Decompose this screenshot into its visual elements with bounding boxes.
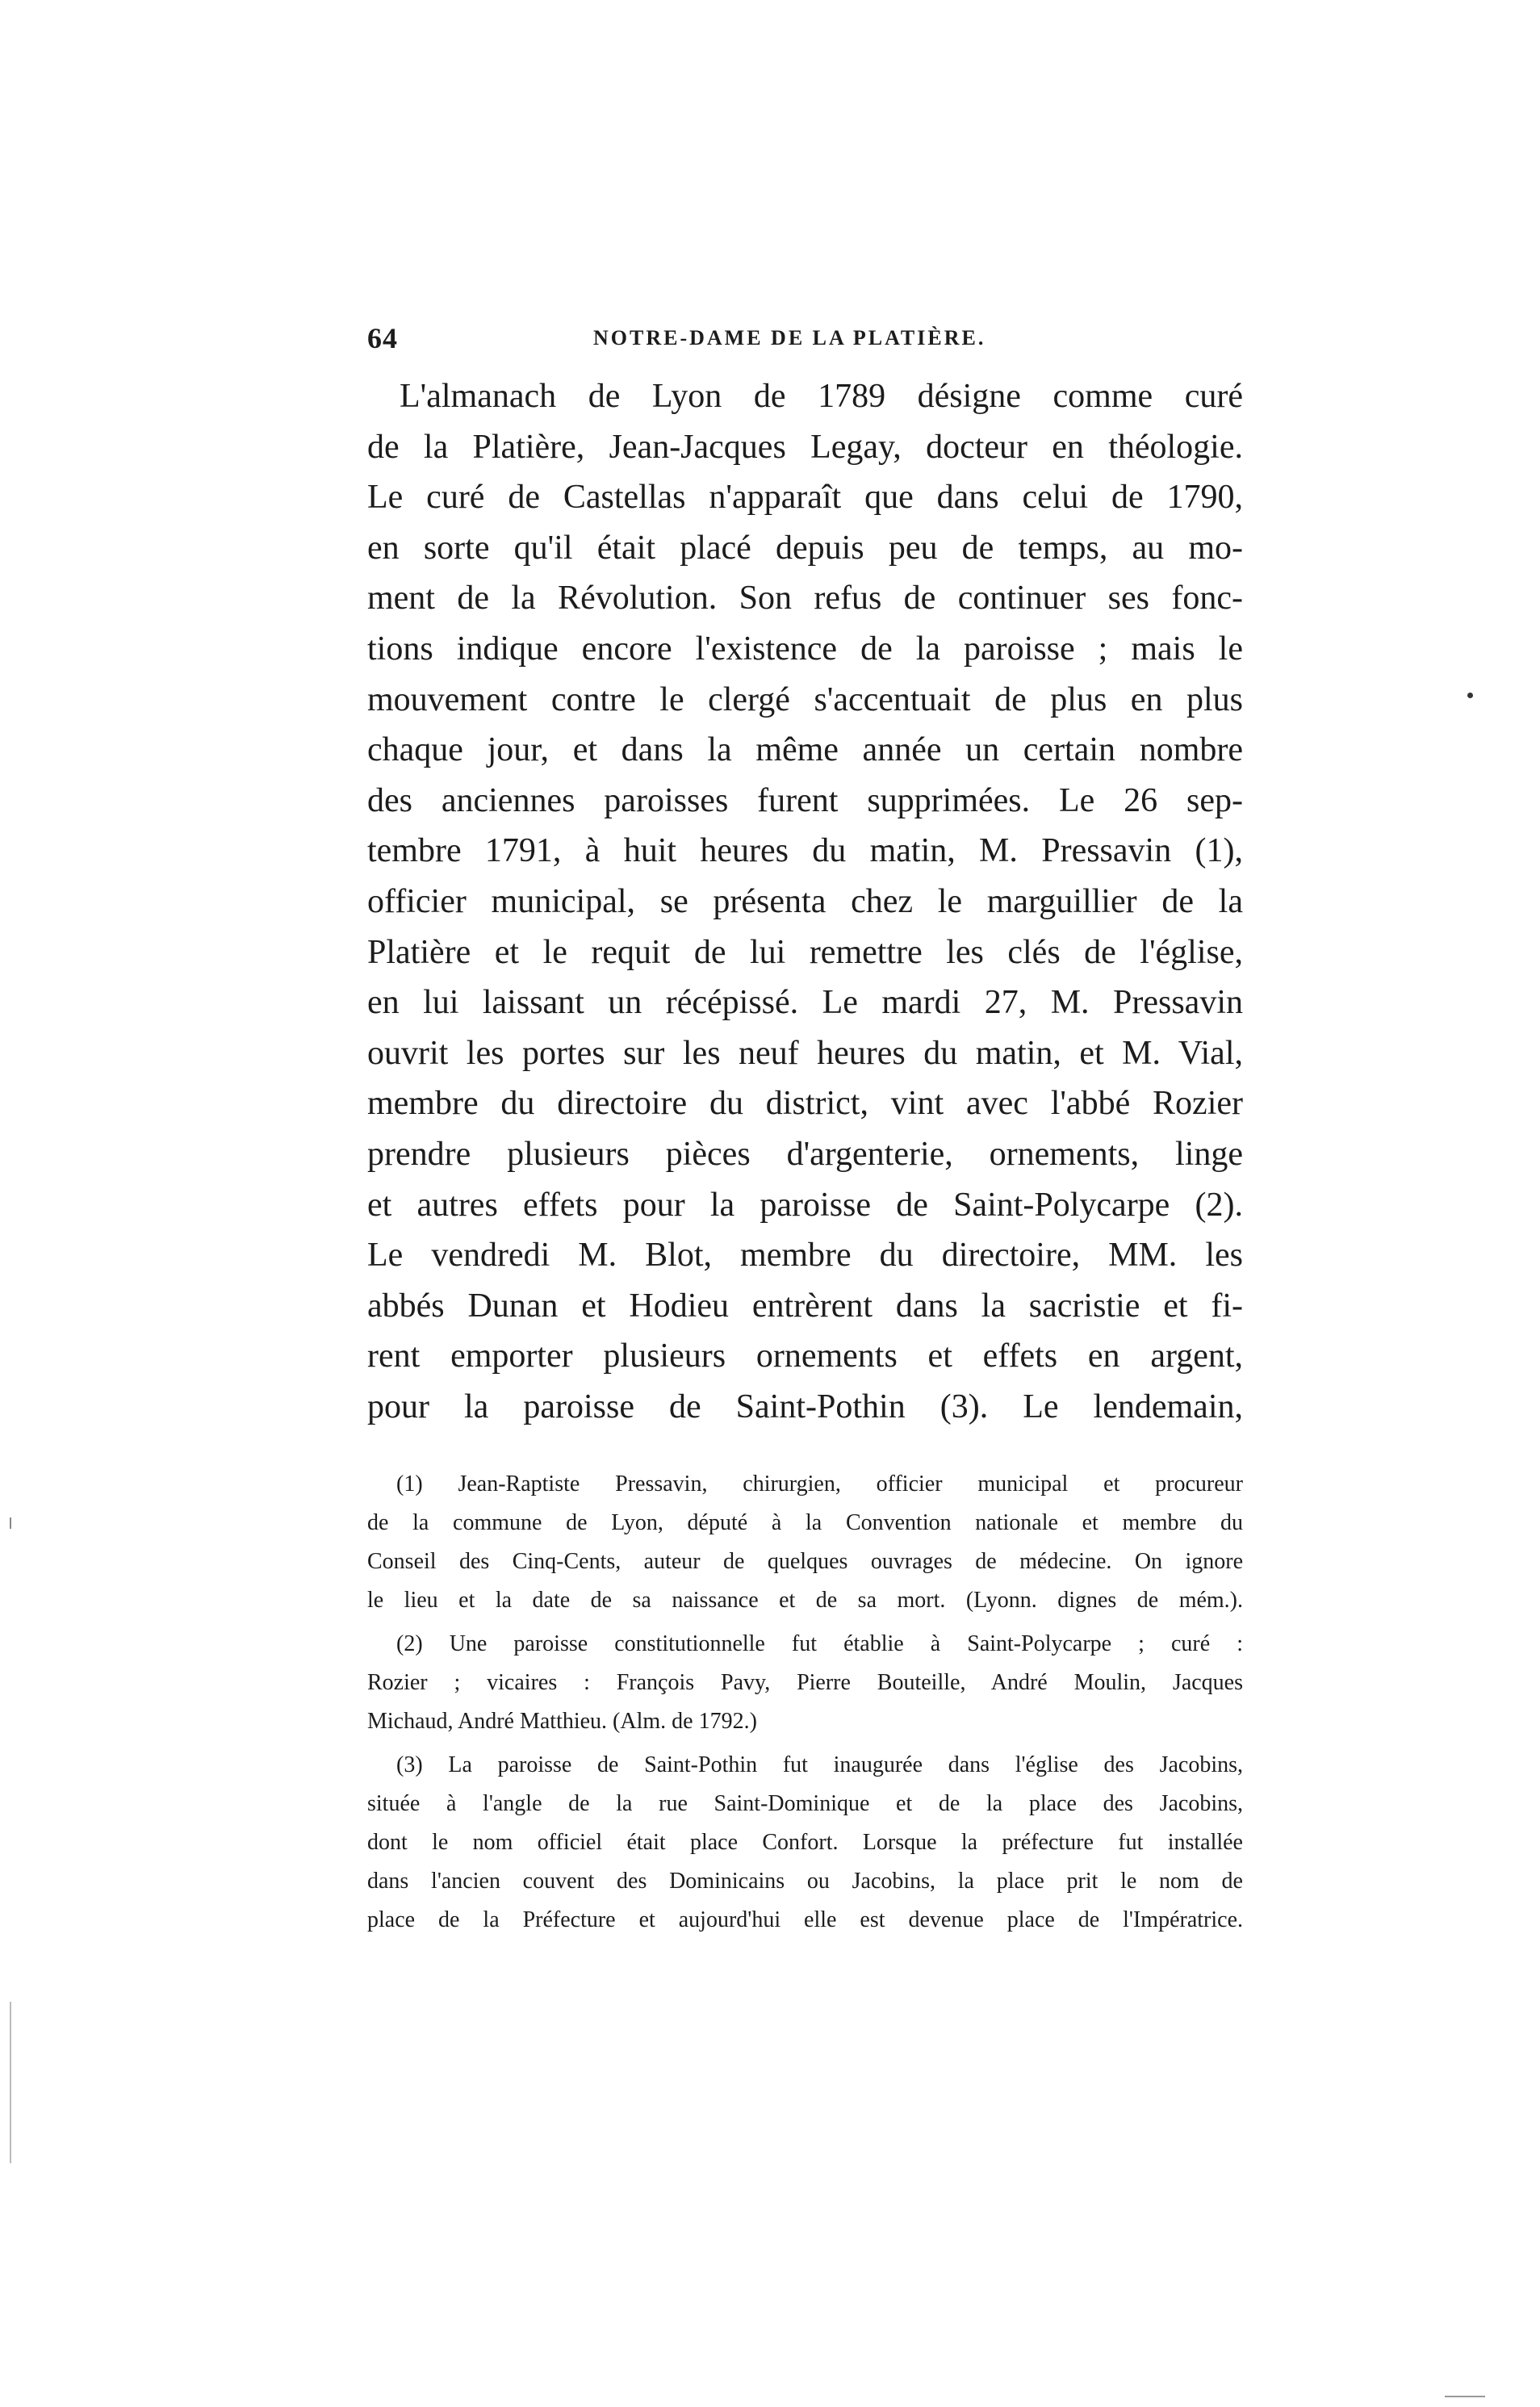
body-line: chaque jour, et dans la même année un certain nombre (367, 731, 1243, 769)
footnote-line: (1) Jean-Raptiste Pressavin, chirurgien, officier municipal et procureur (396, 1471, 1243, 1497)
body-line: en sorte qu'il était placé depuis peu de temps, au mo- (367, 529, 1243, 567)
body-line: prendre plusieurs pièces d'argenterie, ornements, linge (367, 1135, 1243, 1173)
body-line: pour la paroisse de Saint-Pothin (3). Le lendemain, (367, 1388, 1243, 1425)
scan-speck (10, 1517, 11, 1529)
footnote-line: située à l'angle de la rue Saint-Dominique et de la place des Jacobins, (367, 1791, 1243, 1816)
footnote-3 (367, 1746, 1243, 1940)
body-line: membre du directoire du district, vint avec l'abbé Rozier (367, 1085, 1243, 1123)
scan-speck (1445, 2396, 1485, 2397)
body-line: L'almanach de Lyon de 1789 désigne comme curé (400, 378, 1243, 415)
footnote-2 (367, 1625, 1243, 1741)
page-number: 64 (367, 322, 398, 354)
footnote-line: place de la Préfecture et aujourd'hui elle est devenue place de l'Impératrice. (367, 1907, 1243, 1932)
footnote-line: (2) Une paroisse constitutionnelle fut établie à Saint-Polycarpe ; curé : (396, 1631, 1243, 1656)
body-line: rent emporter plusieurs ornements et effets en argent, (367, 1337, 1243, 1375)
scan-speck (10, 2002, 11, 2163)
footnote-line: (3) La paroisse de Saint-Pothin fut inaugurée dans l'église des Jacobins, (396, 1752, 1243, 1777)
footnote-line: dont le nom officiel était place Confort. Lorsque la préfecture fut installée (367, 1830, 1243, 1855)
body-line: tions indique encore l'existence de la paroisse ; mais le (367, 630, 1243, 668)
body-line: officier municipal, se présenta chez le marguillier de la (367, 882, 1243, 920)
body-line: Le vendredi M. Blot, membre du directoire, MM. les (367, 1237, 1243, 1275)
footnote-line: Conseil des Cinq-Cents, auteur de quelques ouvrages de médecine. On ignore (367, 1549, 1243, 1574)
body-line: ment de la Révolution. Son refus de continuer ses fonc- (367, 580, 1243, 617)
body-text (367, 371, 1243, 1432)
page-header (367, 321, 1247, 357)
body-line: Platière et le requit de lui remettre les clés de l'église, (367, 933, 1243, 971)
footnote-1 (367, 1465, 1243, 1620)
footnote-line: dans l'ancien couvent des Dominicains ou Jacobins, la place prit le nom de (367, 1869, 1243, 1894)
body-line: abbés Dunan et Hodieu entrèrent dans la sacristie et fi- (367, 1287, 1243, 1325)
body-line: en lui laissant un récépissé. Le mardi 27, M. Pressavin (367, 984, 1243, 1022)
body-line: Le curé de Castellas n'apparaît que dans celui de 1790, (367, 479, 1243, 517)
body-line: et autres effets pour la paroisse de Saint-Polycarpe (2). (367, 1186, 1243, 1224)
scan-speck (1467, 693, 1473, 698)
footnotes (367, 1465, 1243, 1940)
body-line: des anciennes paroisses furent supprimées. Le 26 sep- (367, 781, 1243, 819)
body-line: ouvrit les portes sur les neuf heures du matin, et M. Vial, (367, 1034, 1243, 1072)
footnote-line: Michaud, André Matthieu. (Alm. de 1792.) (367, 1709, 757, 1734)
footnote-line: de la commune de Lyon, député à la Convention nationale et membre du (367, 1510, 1243, 1535)
footnote-line: Rozier ; vicaires : François Pavy, Pierre Bouteille, André Moulin, Jacques (367, 1670, 1243, 1695)
running-title: NOTRE-DAME DE LA PLATIÈRE. (593, 326, 986, 350)
footnote-line: le lieu et la date de sa naissance et de sa mort. (Lyonn. dignes de mém.). (367, 1588, 1243, 1613)
body-line: de la Platière, Jean-Jacques Legay, docteur en théologie. (367, 428, 1243, 466)
body-line: tembre 1791, à huit heures du matin, M. Pressavin (1), (367, 832, 1243, 870)
body-line: mouvement contre le clergé s'accentuait de plus en plus (367, 680, 1243, 718)
